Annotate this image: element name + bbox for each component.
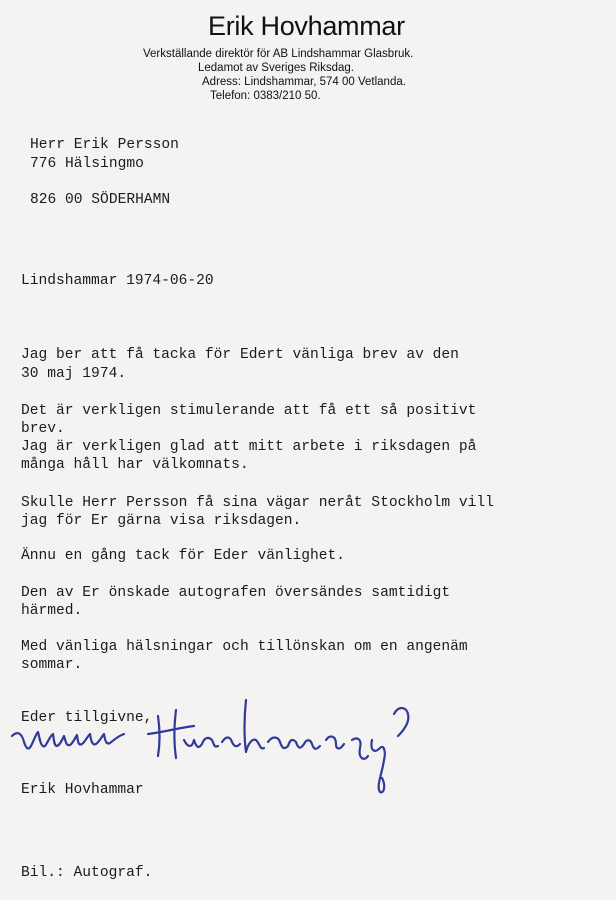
recipient-street: 776 Hälsingmo: [30, 156, 144, 172]
body-line: härmed.: [21, 603, 83, 619]
dateline: Lindshammar 1974-06-20: [21, 273, 214, 289]
body-line: Med vänliga hälsningar och tillönskan om en angenäm: [21, 639, 468, 655]
body-line: många håll har välkomnats.: [21, 457, 249, 473]
letterhead-title-line: Verkställande direktör för AB Lindshammar Glasbruk.: [143, 48, 414, 60]
letterhead-address-line: Adress: Lindshammar, 574 00 Vetlanda.: [202, 76, 406, 88]
body-line: Skulle Herr Persson få sina vägar neråt Stockholm vill: [21, 495, 494, 511]
body-line: Den av Er önskade autografen översändes samtidigt: [21, 585, 451, 601]
body-line: jag för Er gärna visa riksdagen.: [21, 513, 302, 529]
letterhead-phone-line: Telefon: 0383/210 50.: [210, 90, 321, 102]
enclosure-note: Bil.: Autograf.: [21, 865, 153, 881]
body-line: 30 maj 1974.: [21, 366, 127, 382]
body-line: Det är verkligen stimulerande att få ett så positivt: [21, 403, 477, 419]
body-line: sommar.: [21, 657, 83, 673]
recipient-postal: 826 00 SÖDERHAMN: [30, 192, 171, 208]
signer-name: Erik Hovhammar: [21, 782, 144, 798]
body-line: brev.: [21, 421, 65, 437]
body-line: Ännu en gång tack för Eder vänlighet.: [21, 548, 346, 564]
closing: Eder tillgivne,: [21, 710, 153, 726]
body-line: Jag ber att få tacka för Edert vänliga brev av den: [21, 347, 459, 363]
body-line: Jag är verkligen glad att mitt arbete i riksdagen på: [21, 439, 477, 455]
letterhead-office-line: Ledamot av Sveriges Riksdag.: [198, 62, 354, 74]
letterhead-name: Erik Hovhammar: [208, 11, 405, 41]
recipient-name: Herr Erik Persson: [30, 137, 179, 153]
